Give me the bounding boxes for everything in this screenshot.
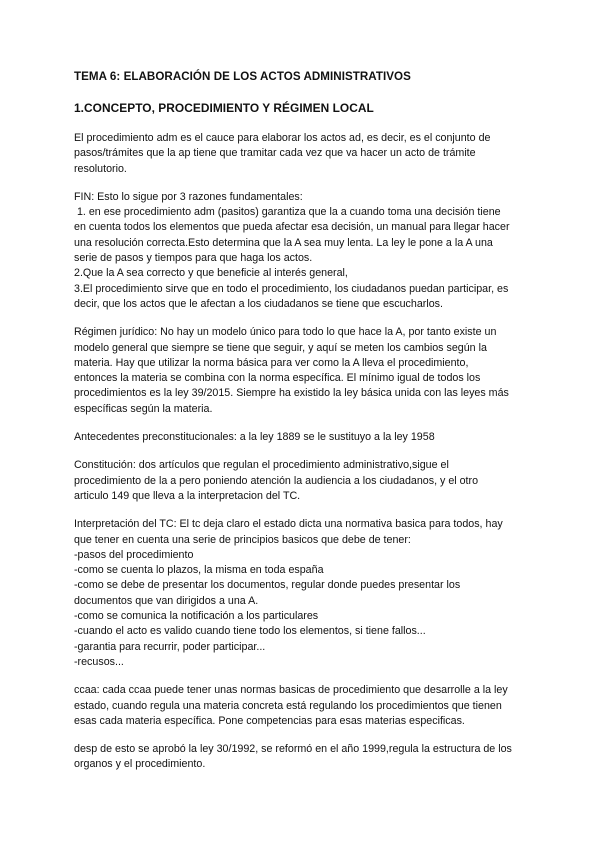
text-line: serie de pasos y tiempos para que haga los actos. [74,252,313,265]
text-line: pasos/trámites que la ap tiene que tramitar cada vez que va hacer un acto de trámite [74,147,476,160]
list-item: -como se comunica la notificación a los particulares [74,610,319,623]
paragraph-antecedents [74,430,526,445]
paragraph-legal-regime [74,325,526,417]
paragraph-tc-interpretation [74,517,526,670]
document-title: TEMA 6: ELABORACIÓN DE LOS ACTOS ADMINISTRATIVOS [74,70,411,83]
text-line: modelo general que siempre se tiene que seguir, y aquí se meten los cambios según la [74,341,487,354]
text-line: 3.El procedimiento sirve que en todo el procedimiento, los ciudadanos puedan participar, es [74,282,509,295]
text-line: organos y el procedimiento. [74,758,206,771]
paragraph-law-30-1992 [74,742,526,773]
text-line: procedimiento de la a pero poniendo atención la audiencia a los ciudadanos, y el otro [74,474,479,487]
text-line: específicas según la materia. [74,402,213,415]
list-item: -garantia para recurrir, poder participar... [74,640,266,653]
text-line: materia. Hay que utilizar la norma básica para ver como la A lleva el procedimiento, [74,356,469,369]
text-line: ccaa: cada ccaa puede tener unas normas basicas de procedimiento que desarrolle a la ley [74,684,508,697]
paragraph-constitution [74,458,526,504]
list-item: documentos que van dirigidos a una A. [74,594,259,607]
list-item: -como se cuenta lo plazos, la misma en toda españa [74,564,324,577]
text-line: Interpretación del TC: El tc deja claro el estado dicta una normativa basica para todos, hay [74,518,503,531]
text-line: El procedimiento adm es el cauce para elaborar los actos ad, es decir, es el conjunto de [74,132,491,144]
list-item: -recusos... [74,655,124,668]
text-line: resolutorio. [74,162,127,175]
text-line: decir, que los actos que le afectan a los ciudadanos se tiene que escucharlos. [74,297,443,310]
text-line: que tener en cuenta una serie de principios basicos que debe de tener: [74,533,411,546]
text-line: en cuenta todos los elementos que pueda afectar esa decisión, un manual para llegar hacer [74,221,510,234]
list-item: -pasos del procedimiento [74,548,194,561]
list-item: -como se debe de presentar los documentos, regular donde puedes presentar los [74,579,461,592]
text-line: Constitución: dos artículos que regulan el procedimiento administrativo,sigue el [74,459,449,472]
text-line: FIN: Esto lo sigue por 3 razones fundamentales: [74,190,303,203]
text-line: Antecedentes preconstitucionales: a la ley 1889 se le sustituyo a la ley 1958 [74,431,435,444]
text-line: procedimientos es la ley 39/2015. Siempre ha existido la ley básica unida con las leyes más [74,387,509,400]
paragraph-concept [74,131,526,177]
text-line: articulo 149 que lleva a la interpretacion del TC. [74,489,301,502]
text-line: estado, cuando regula una materia concreta está regulando los procedimientos que tienen [74,699,502,712]
text-line: Régimen jurídico: No hay un modelo único para todo lo que hace la A, por tanto existe un [74,326,497,339]
section-title: 1.CONCEPTO, PROCEDIMIENTO Y RÉGIMEN LOCAL [74,101,374,115]
text-line: 1. en ese procedimiento adm (pasitos) garantiza que la a cuando toma una decisión tiene [74,206,501,219]
list-item: -cuando el acto es valido cuando tiene todo los elementos, si tiene fallos... [74,625,426,638]
text-line: 2.Que la A sea correcto y que beneficie al interés general, [74,267,348,280]
paragraph-purpose [74,190,526,312]
text-line: esas cada materia específica. Pone competencias para esas materias especificas. [74,714,465,727]
text-line: desp de esto se aprobó la ley 30/1992, se reformó en el año 1999,regula la estructura de los [74,743,512,756]
paragraph-ccaa [74,683,526,729]
text-line: una resolución correcta.Esto determina que la A sea muy lenta. La ley le pone a la A una [74,236,493,249]
text-line: entonces la materia se combina con la norma específica. El mínimo igual de todos los [74,372,481,385]
